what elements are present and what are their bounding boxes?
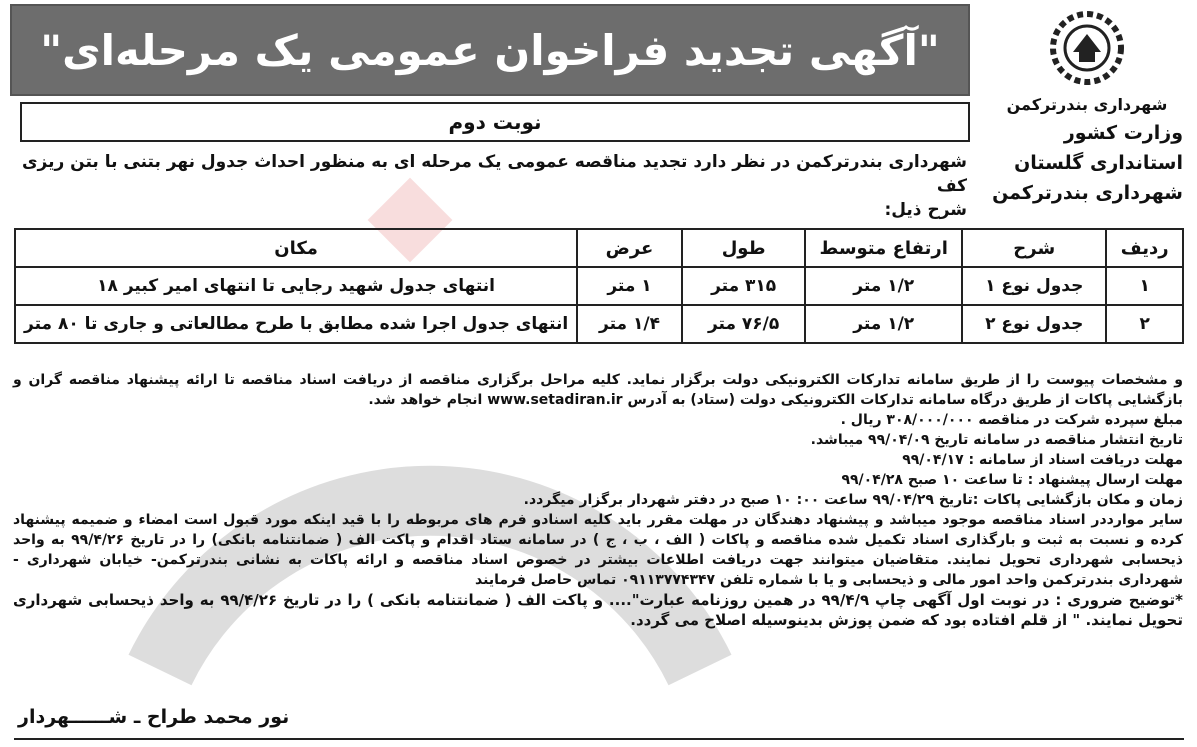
intro-line-1: شهرداری بندرترکمن در نظر دارد تجدید مناقصه عمومی یک مرحله ای به منظور احداث جدول نهر بتنی با بتن ریزی کف: [21, 152, 967, 196]
cell-description: جدول نوع ۲: [962, 305, 1106, 343]
cell-average-height: ۱/۲ متر: [805, 305, 962, 343]
body-correction-note: *توضیح ضروری : در نوبت اول آگهی چاپ ۹۹/۴/۹ در همین روزنامه عبارت".... و پاکت الف ( ضمانتنامه بانکی ) را در تاریخ ۹۹/۴/۲۶ به واحد ذیحسابی شهرداری تحویل نمایند. " از قلم افتاده بود که ضمن پوزش بدینوسیله اصلاح می گردد.: [13, 591, 1184, 629]
cell-row-number: ۱: [1106, 267, 1183, 305]
notice-body: [13, 370, 1183, 630]
body-publish-date: تاریخ انتشار مناقصه در سامانه تاریخ ۹۹/۰۴/۰۹ میباشد.: [810, 432, 1183, 448]
header-location: مکان: [15, 229, 577, 267]
header-row-number: ردیف: [1106, 229, 1183, 267]
body-submission-deadline: مهلت ارسال پیشنهاد : تا ساعت ۱۰ صبح ۹۹/۰۴/۲۸: [841, 472, 1183, 488]
table-row: [15, 305, 1183, 343]
cell-length: ۳۱۵ متر: [682, 267, 806, 305]
ministry-name: وزارت کشور: [1063, 122, 1183, 144]
body-document-deadline: مهلت دریافت اسناد از سامانه : ۹۹/۰۴/۱۷: [902, 452, 1183, 468]
cell-average-height: ۱/۲ متر: [805, 267, 962, 305]
logo-caption: شهرداری بندرترکمن: [1006, 95, 1168, 114]
intro-line-2: شرح ذیل:: [884, 200, 967, 220]
cell-row-number: ۲: [1106, 305, 1183, 343]
notice-round: نوبت دوم: [20, 102, 970, 142]
items-table: [14, 228, 1184, 344]
body-other-details: سایر موارددر اسناد مناقصه موجود میباشد و پیشنهاد دهندگان در مهلت مقرر باید کلیه اسنادو فرم های مربوطه را با قید اینکه مورد قبول است امضاء و ضمیمه پیشنهاد کرده و نسبت به ثبت و بارگذاری اسناد تکمیل شده مناقصه و پاکات ( الف ، ب ، ج ) در سامانه ستاد اقدام و پاکت الف ( ضمانتنامه بانکی) را در تاریخ ۹۹/۴/۲۶ به واحد ذیحسابی شهرداری تحویل نمایند. متقاضیان میتوانند جهت دریافت اطلاعات بیشتر در خصوص اسناد مناقصه و ارائه پاکات به نشانی بندرترکمن- خیابان شهرداری - شهرداری بندرترکمن واحد امور مالی و ذیحسابی و یا با شماره تلفن ۰۹۱۱۳۷۷۴۳۴۷ تماس حاصل فرمایند: [13, 512, 1183, 588]
intro-paragraph: [7, 150, 967, 222]
header-width: عرض: [577, 229, 682, 267]
cell-width: ۱/۴ متر: [577, 305, 682, 343]
cell-location: انتهای جدول اجرا شده مطابق با طرح مطالعاتی و جاری تا ۸۰ متر: [15, 305, 577, 343]
cell-length: ۷۶/۵ متر: [682, 305, 806, 343]
header-length: طول: [682, 229, 806, 267]
body-paragraph-platform: و مشخصات پیوست را از طریق سامانه تدارکات الکترونیکی دولت برگزار نماید. کلیه مراحل برگزاری مناقصه از دریافت اسناد مناقصه تا ارائه پیشنهاد مناقصه گران و بازگشایی پاکات از طریق درگاه سامانه تدارکات الکترونیکی دولت (ستاد) به آدرس www.setadiran.ir انجام خواهد شد.: [13, 372, 1183, 408]
governorate-name: استانداری گلستان: [1014, 152, 1183, 174]
signature-line: نور محمد طراح ـ شــــــهردار: [18, 706, 290, 728]
issuer-block: [973, 118, 1183, 208]
body-opening-time: زمان و مکان بازگشایی پاکات :تاریخ ۹۹/۰۴/۲۹ ساعت ۰۰: ۱۰ صبح در دفتر شهردار برگزار میگردد.: [523, 492, 1183, 508]
cell-location: انتهای جدول شهید رجایی تا انتهای امیر کبیر ۱۸: [15, 267, 577, 305]
municipality-logo: [987, 6, 1187, 116]
table-row: [15, 267, 1183, 305]
cell-width: ۱ متر: [577, 267, 682, 305]
body-deposit-amount: مبلغ سپرده شرکت در مناقصه ۳۰۸/۰۰۰/۰۰۰ ریال .: [840, 412, 1183, 428]
cell-description: جدول نوع ۱: [962, 267, 1106, 305]
header-average-height: ارتفاع متوسط: [805, 229, 962, 267]
header-description: شرح: [962, 229, 1106, 267]
table-header-row: [15, 229, 1183, 267]
municipality-name: شهرداری بندرترکمن: [992, 182, 1183, 204]
bottom-divider: [14, 738, 1184, 740]
notice-title-banner: "آگهی تجدید فراخوان عمومی یک مرحله‌ای": [10, 4, 970, 96]
